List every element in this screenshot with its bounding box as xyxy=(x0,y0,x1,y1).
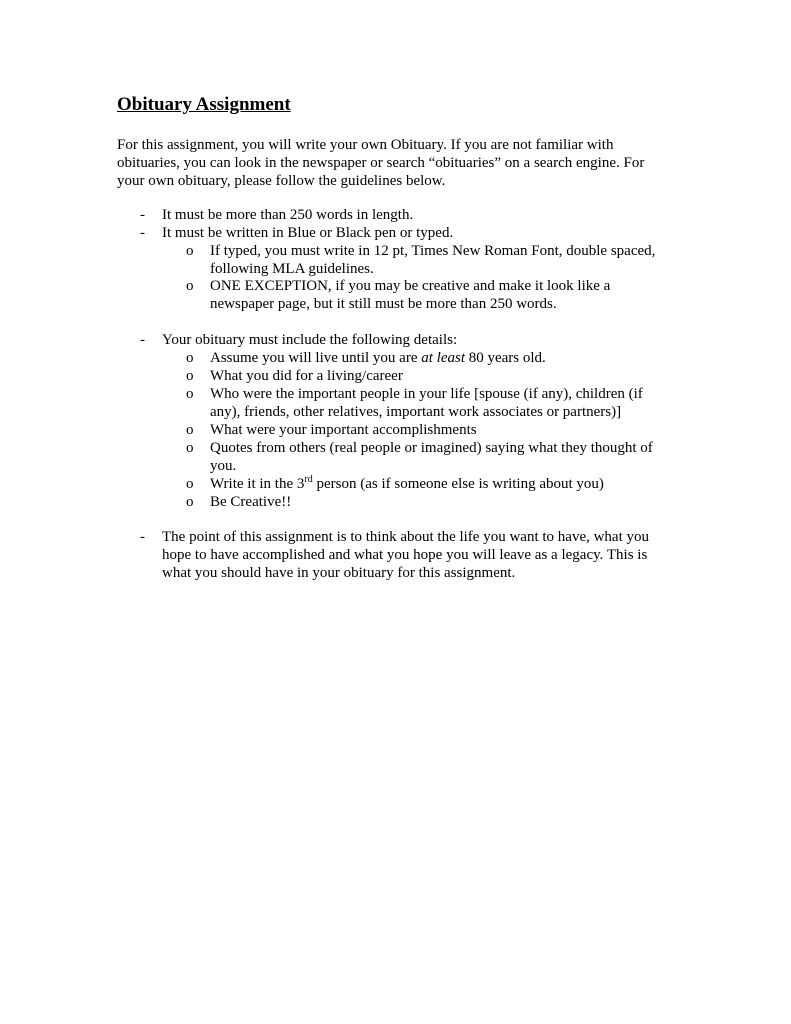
intro-line: For this assignment, you will write your own Obituary. If you are not familiar with xyxy=(117,137,614,153)
sub-item-text: Quotes from others (real people or imagined) saying what they thought of xyxy=(210,440,653,456)
sub-item-text: Be Creative!! xyxy=(210,494,292,510)
circle-bullet: o xyxy=(186,494,194,510)
list-item-text: It must be written in Blue or Black pen or typed. xyxy=(162,225,454,241)
page-title: Obituary Assignment xyxy=(117,94,291,115)
list-item-text: Your obituary must include the following details: xyxy=(162,332,458,348)
sub-item-text: any), friends, other relatives, important work associates or partners)] xyxy=(210,404,622,420)
circle-bullet: o xyxy=(186,350,194,366)
list-item-text: what you should have in your obituary for this assignment. xyxy=(162,565,516,581)
circle-bullet: o xyxy=(186,422,194,438)
sub-item-text: Who were the important people in your life [spouse (if any), children (if xyxy=(210,386,643,402)
dash-bullet: - xyxy=(140,225,145,241)
superscript: rd xyxy=(304,474,313,485)
sub-item-text: What you did for a living/career xyxy=(210,368,403,384)
circle-bullet: o xyxy=(186,368,194,384)
circle-bullet: o xyxy=(186,476,194,492)
list-item-text: The point of this assignment is to think about the life you want to have, what you xyxy=(162,529,650,545)
circle-bullet: o xyxy=(186,386,194,402)
dash-bullet: - xyxy=(140,332,145,348)
list-item-text: hope to have accomplished and what you hope you will leave as a legacy. This is xyxy=(162,547,648,563)
emphasis-text: at least xyxy=(421,350,465,366)
circle-bullet: o xyxy=(186,278,194,294)
intro-line: obituaries, you can look in the newspaper or search “obituaries” on a search engine. For xyxy=(117,155,645,171)
circle-bullet: o xyxy=(186,440,194,456)
intro-line: your own obituary, please follow the guidelines below. xyxy=(117,173,446,189)
dash-bullet: - xyxy=(140,529,145,545)
sub-item-text: ONE EXCEPTION, if you may be creative and make it look like a xyxy=(210,278,611,294)
sub-item-text: newspaper page, but it still must be more than 250 words. xyxy=(210,296,557,312)
intro-paragraph xyxy=(117,136,677,190)
sub-item-text: you. xyxy=(210,458,237,474)
sub-item-text: Write it in the 3rd person (as if someone else is writing about you) xyxy=(210,474,604,492)
list-item-text: It must be more than 250 words in length. xyxy=(162,207,414,223)
dash-bullet: - xyxy=(140,207,145,223)
sub-item-text: What were your important accomplishments xyxy=(210,422,477,438)
circle-bullet: o xyxy=(186,243,194,259)
sub-item-text: following MLA guidelines. xyxy=(210,261,374,277)
sub-item-text: If typed, you must write in 12 pt, Times New Roman Font, double spaced, xyxy=(210,243,656,259)
sub-item-text: Assume you will live until you are at least 80 years old. xyxy=(210,350,546,366)
